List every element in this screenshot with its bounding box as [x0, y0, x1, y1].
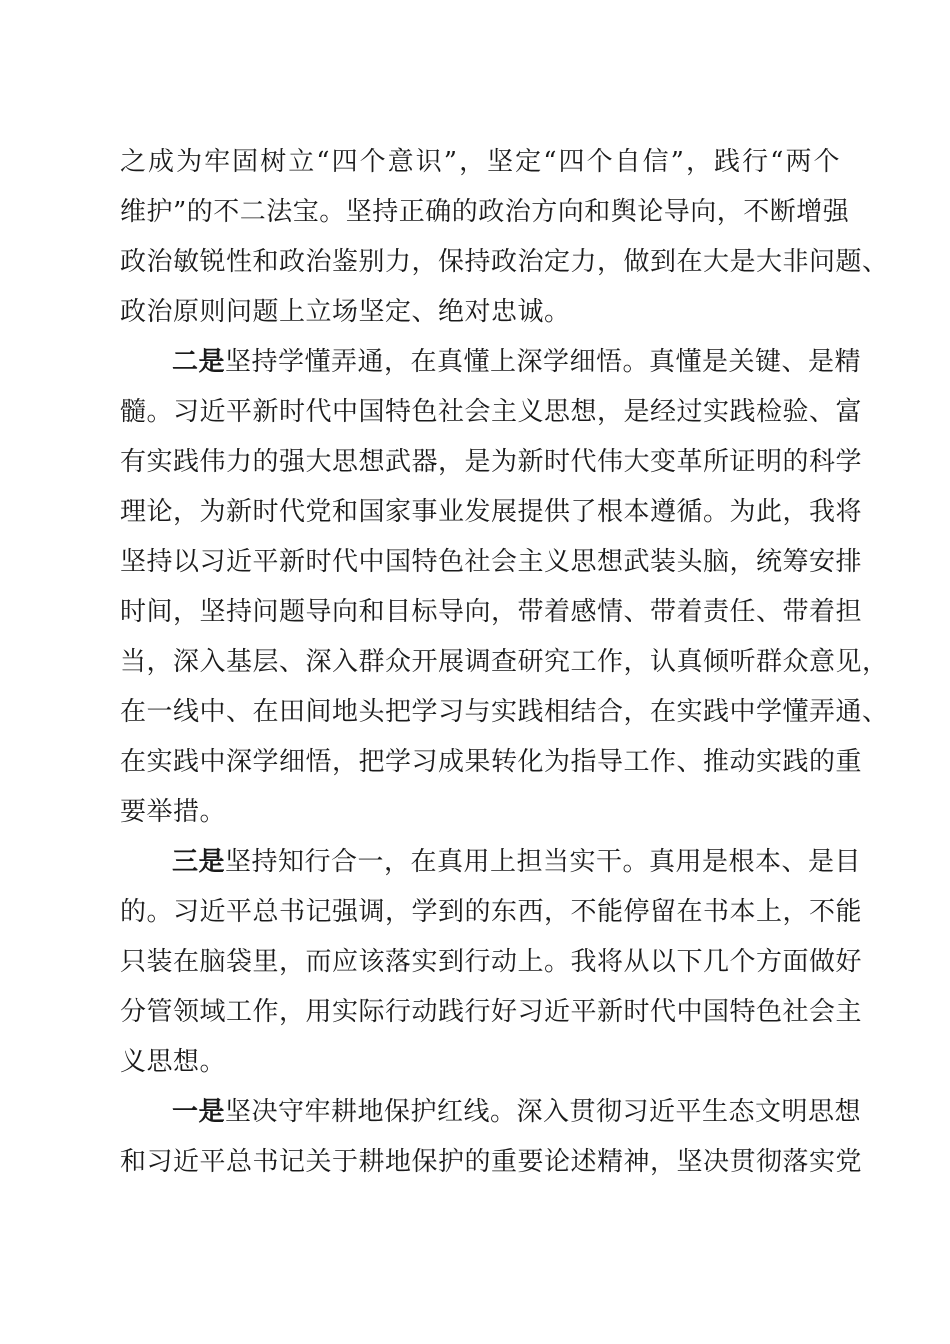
- paragraph-lead: 二是: [172, 347, 226, 377]
- text-line: 在一线中、在田间地头把学习与实践相结合，在实践中学懂弄通、: [120, 697, 889, 727]
- text-line: 维护”的不二法宝。坚持正确的政治方向和舆论导向，不断增强: [120, 197, 850, 227]
- paragraph-first-line: [120, 1087, 862, 1137]
- text-line: 时间，坚持问题导向和目标导向，带着感情、带着责任、带着担: [120, 597, 863, 627]
- text-line: 有实践伟力的强大思想武器，是为新时代伟大变革所证明的科学: [120, 447, 863, 477]
- text-line: 之成为牢固树立“四个意识”，坚定“四个自信”，践行“两个: [120, 147, 840, 177]
- paragraph-first-line: [120, 337, 862, 387]
- text-line: 在实践中深学细悟，把学习成果转化为指导工作、推动实践的重: [120, 747, 863, 777]
- text-line: 理论，为新时代党和国家事业发展提供了根本遵循。为此，我将: [120, 497, 863, 527]
- text-line: 髓。习近平新时代中国特色社会主义思想，是经过实践检验、富: [120, 397, 863, 427]
- text-line: 只装在脑袋里，而应该落实到行动上。我将从以下几个方面做好: [120, 947, 863, 977]
- text-line: 要举措。: [120, 797, 227, 827]
- body-text: [120, 137, 889, 1187]
- text-line: 的。习近平总书记强调，学到的东西，不能停留在书本上，不能: [120, 897, 863, 927]
- paragraph-first-line: [120, 837, 862, 887]
- text-segment: 坚决守牢耕地保护红线。深入贯彻习近平生态文明思想: [225, 1097, 862, 1127]
- text-line: 政治敏锐性和政治鉴别力，保持政治定力，做到在大是大非问题、: [120, 247, 889, 277]
- paragraph-lead: 三是: [172, 847, 226, 877]
- text-segment: 坚持学懂弄通，在真懂上深学细悟。真懂是关键、是精: [225, 347, 862, 377]
- text-line: 坚持以习近平新时代中国特色社会主义思想武装头脑，统筹安排: [120, 547, 863, 577]
- text-segment: 坚持知行合一，在真用上担当实干。真用是根本、是目: [225, 847, 862, 877]
- paragraph-lead: 一是: [172, 1097, 226, 1127]
- text-line: 义思想。: [120, 1047, 227, 1077]
- text-line: 政治原则问题上立场坚定、绝对忠诚。: [120, 297, 571, 327]
- text-line: 和习近平总书记关于耕地保护的重要论述精神，坚决贯彻落实党: [120, 1147, 863, 1177]
- text-line: 分管领域工作，用实际行动践行好习近平新时代中国特色社会主: [120, 997, 863, 1027]
- text-line: 当，深入基层、深入群众开展调查研究工作，认真倾听群众意见，: [120, 647, 889, 677]
